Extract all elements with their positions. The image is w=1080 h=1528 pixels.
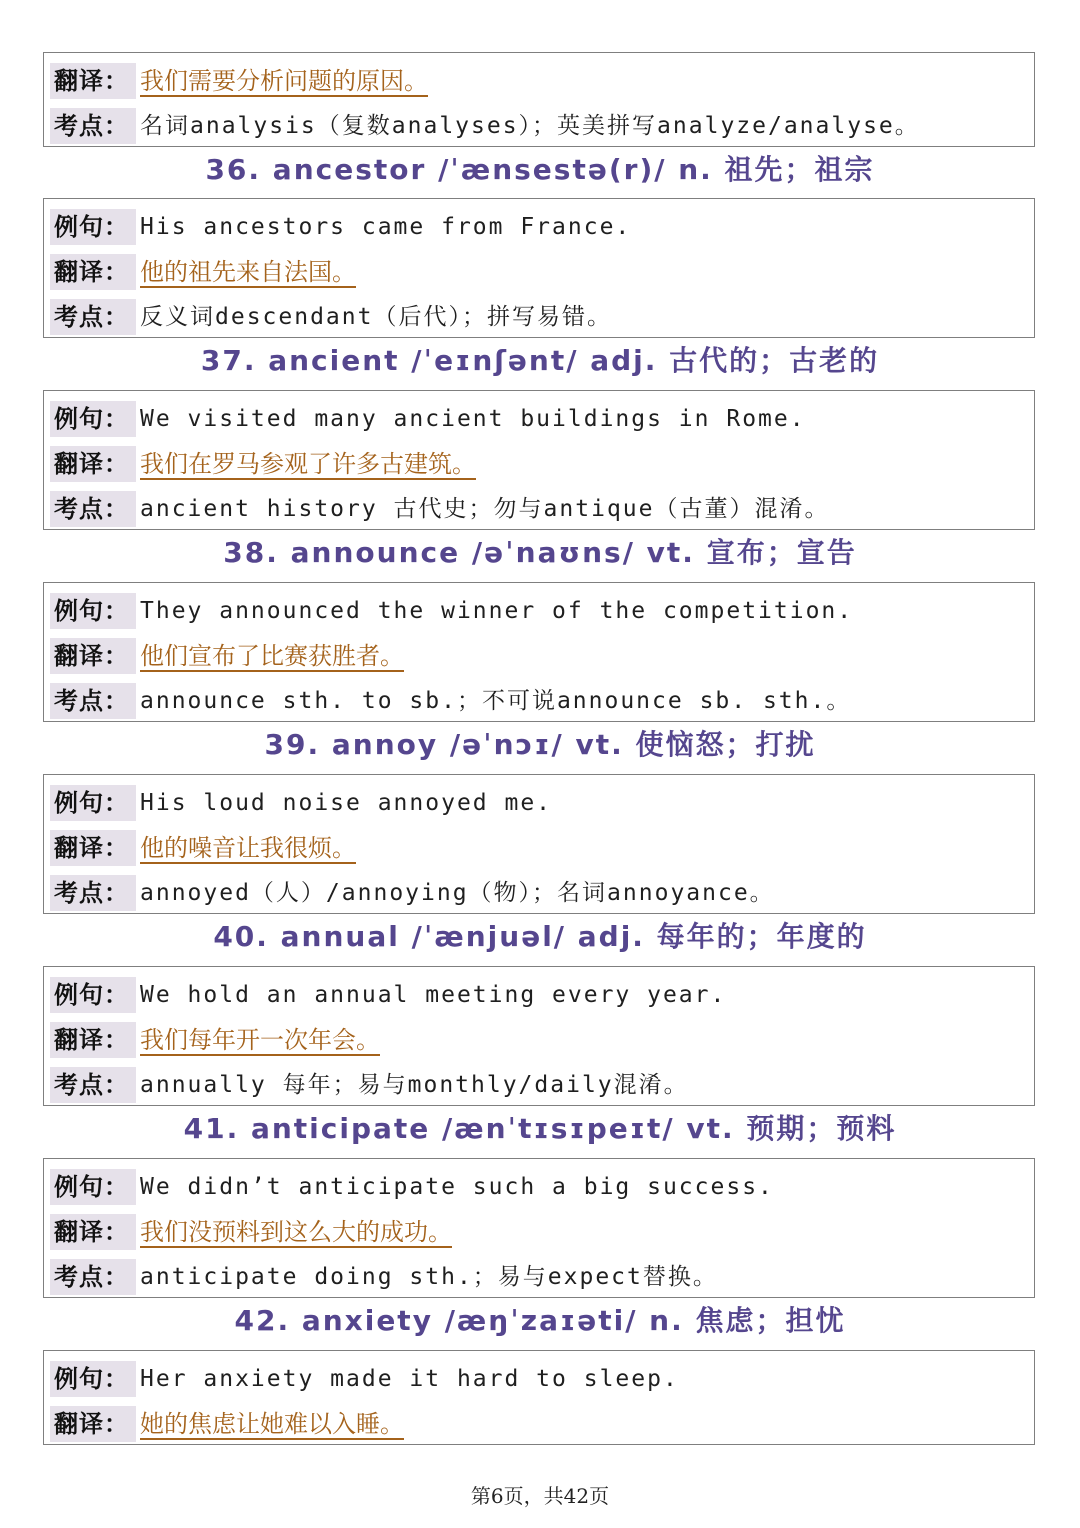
point-row — [44, 1254, 1034, 1299]
entry-heading: 39. annoy /əˈnɔɪ/ vt. 使恼怒；打扰 — [264, 728, 816, 761]
translation-label: 翻译： — [50, 1214, 136, 1250]
entry-box — [43, 390, 1035, 530]
entry-heading: 38. announce /əˈnaʊns/ vt. 宣布；宣告 — [223, 536, 857, 569]
translation-text: 我们没预料到这么大的成功。 — [140, 1217, 452, 1246]
translation-row — [44, 58, 1034, 103]
entry-heading: 40. annual /ˈænjuəl/ adj. 每年的；年度的 — [213, 920, 867, 953]
example-label: 例句： — [50, 593, 136, 629]
translation-label: 翻译： — [50, 830, 136, 866]
translation-text: 他们宣布了比赛获胜者。 — [140, 641, 404, 670]
point-label: 考点： — [50, 683, 136, 719]
translation-text: 他的噪音让我很烦。 — [140, 833, 356, 862]
point-text: anticipate doing sth.；易与expect替换。 — [140, 1263, 718, 1290]
example-label: 例句： — [50, 977, 136, 1013]
entry-box — [43, 1350, 1035, 1445]
point-label: 考点： — [50, 108, 136, 144]
point-row — [44, 486, 1034, 531]
example-text: We visited many ancient buildings in Rome. — [140, 405, 806, 432]
entry-heading: 41. anticipate /ænˈtɪsɪpeɪt/ vt. 预期；预料 — [183, 1112, 897, 1145]
example-label: 例句： — [50, 209, 136, 245]
example-row — [44, 204, 1034, 249]
entry-heading: 36. ancestor /ˈænsestə(r)/ n. 祖先；祖宗 — [205, 153, 875, 186]
translation-row — [44, 633, 1034, 678]
translation-label: 翻译： — [50, 638, 136, 674]
example-text: They announced the winner of the competition. — [140, 597, 854, 624]
example-label: 例句： — [50, 1169, 136, 1205]
translation-label: 翻译： — [50, 63, 136, 99]
page-footer: 第6页，共42页 — [470, 1484, 610, 1508]
point-label: 考点： — [50, 1259, 136, 1295]
entry-box — [43, 966, 1035, 1106]
translation-row — [44, 1017, 1034, 1062]
example-label: 例句： — [50, 1361, 136, 1397]
example-text: His loud noise annoyed me. — [140, 789, 553, 816]
point-row — [44, 678, 1034, 723]
example-text: His ancestors came from France. — [140, 213, 632, 240]
entry-box — [43, 582, 1035, 722]
translation-text: 她的焦虑让她难以入睡。 — [140, 1409, 404, 1438]
example-text: We didn’t anticipate such a big success. — [140, 1173, 774, 1200]
point-label: 考点： — [50, 1067, 136, 1103]
translation-row — [44, 1209, 1034, 1254]
translation-text: 我们需要分析问题的原因。 — [140, 66, 428, 95]
translation-text: 我们在罗马参观了许多古建筑。 — [140, 449, 476, 478]
translation-row — [44, 1401, 1034, 1446]
example-row — [44, 396, 1034, 441]
translation-text: 他的祖先来自法国。 — [140, 257, 356, 286]
translation-row — [44, 249, 1034, 294]
point-row — [44, 870, 1034, 915]
translation-row — [44, 825, 1034, 870]
point-row — [44, 103, 1034, 148]
entry-box — [43, 1158, 1035, 1298]
translation-text: 我们每年开一次年会。 — [140, 1025, 380, 1054]
entry-box-top — [43, 52, 1035, 147]
example-text: Her anxiety made it hard to sleep. — [140, 1365, 679, 1392]
example-row — [44, 780, 1034, 825]
point-text: announce sth. to sb.；不可说announce sb. sth.。 — [140, 687, 852, 714]
translation-label: 翻译： — [50, 254, 136, 290]
example-row — [44, 1356, 1034, 1401]
point-label: 考点： — [50, 491, 136, 527]
point-text: annoyed（人）/annoying（物）；名词annoyance。 — [140, 879, 775, 906]
point-text: 反义词descendant（后代）；拼写易错。 — [140, 303, 612, 330]
entry-heading: 42. anxiety /æŋˈzaɪəti/ n. 焦虑；担忧 — [234, 1304, 846, 1337]
entry-box — [43, 774, 1035, 914]
entry-box — [43, 198, 1035, 338]
example-text: We hold an annual meeting every year. — [140, 981, 727, 1008]
example-row — [44, 972, 1034, 1017]
point-text: 名词analysis（复数analyses）；英美拼写analyze/analyse。 — [140, 112, 920, 139]
point-row — [44, 294, 1034, 339]
point-row — [44, 1062, 1034, 1107]
example-row — [44, 588, 1034, 633]
translation-label: 翻译： — [50, 1406, 136, 1442]
translation-row — [44, 441, 1034, 486]
translation-label: 翻译： — [50, 446, 136, 482]
translation-label: 翻译： — [50, 1022, 136, 1058]
example-label: 例句： — [50, 785, 136, 821]
example-row — [44, 1164, 1034, 1209]
example-label: 例句： — [50, 401, 136, 437]
entry-heading: 37. ancient /ˈeɪnʃənt/ adj. 古代的；古老的 — [200, 344, 880, 377]
point-label: 考点： — [50, 875, 136, 911]
point-text: ancient history 古代史；勿与antique（古董）混淆。 — [140, 495, 830, 522]
point-text: annually 每年；易与monthly/daily混淆。 — [140, 1071, 689, 1098]
point-label: 考点： — [50, 299, 136, 335]
